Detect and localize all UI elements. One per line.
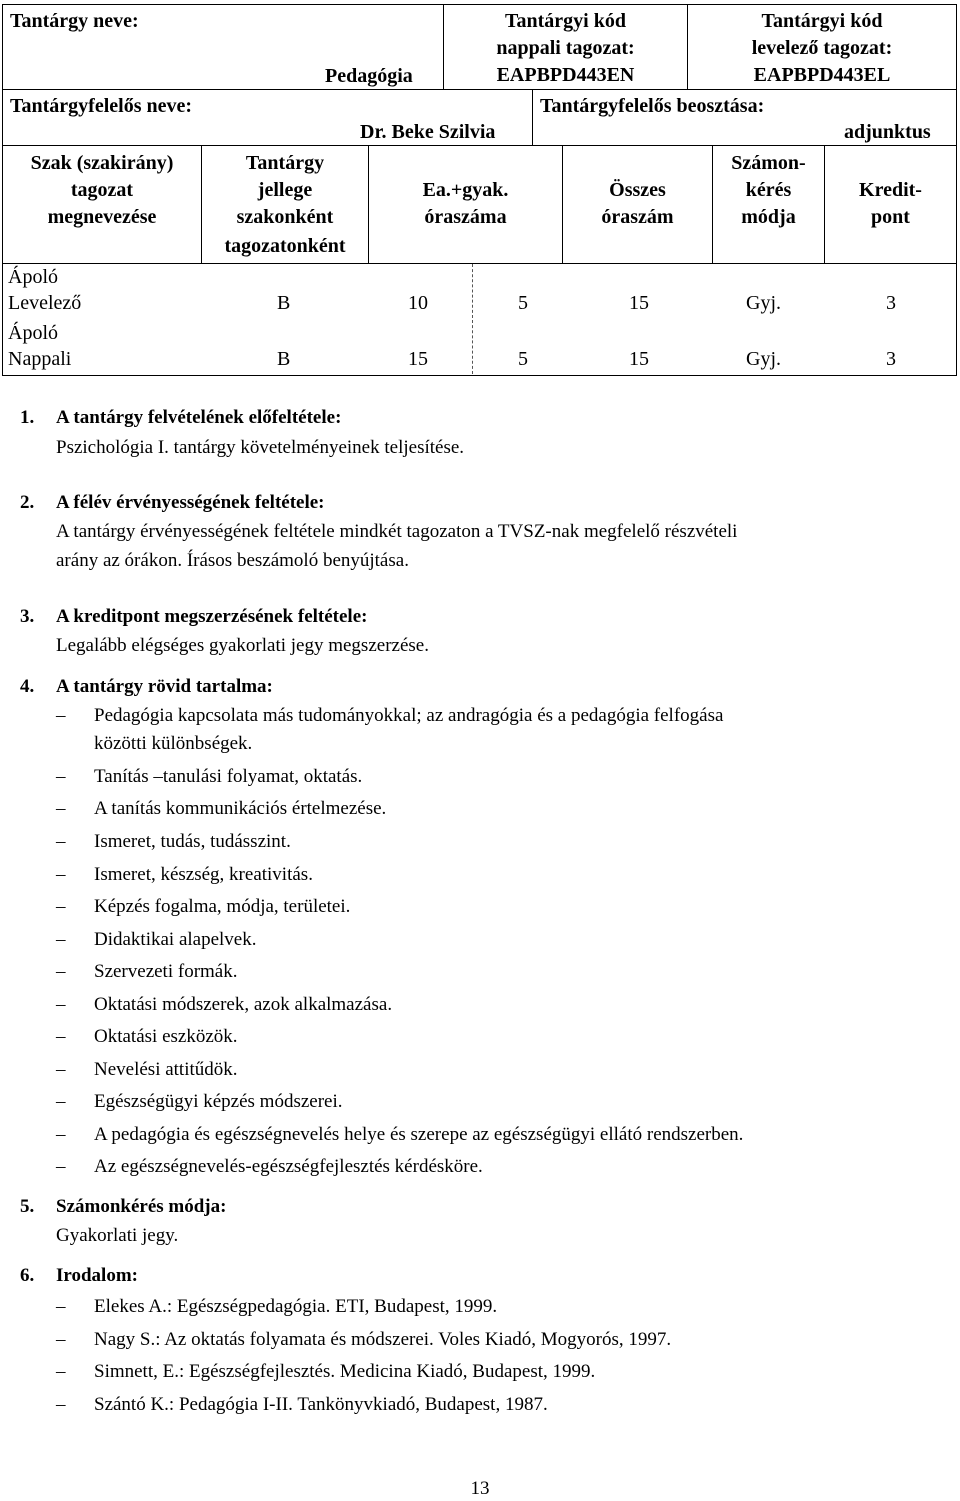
- content-item: [56, 764, 362, 790]
- position-label: Tantárgyfelelős beosztása:: [540, 95, 765, 117]
- course-name: Pedagógia: [325, 65, 413, 87]
- content-bullet: –: [56, 1124, 66, 1145]
- content-item: [56, 829, 291, 855]
- section-1-text: Pszichológia I. tantárgy követelményeinek teljesítése.: [56, 437, 465, 458]
- row1-jelleg: B: [277, 292, 291, 314]
- col-szamonkeres-2: kérés: [745, 179, 792, 201]
- reference-text: Nagy S.: Az oktatás folyamata és módszerei. Voles Kiadó, Mogyorós, 1997.: [94, 1329, 672, 1350]
- col-jelleg-4: tagozatonként: [224, 235, 346, 257]
- content-item: [56, 992, 392, 1018]
- section-2-heading: [20, 491, 325, 515]
- section-5-title: Számonkérés módja:: [56, 1196, 227, 1217]
- table-row-sep-1: [2, 89, 957, 90]
- content-item: [56, 894, 350, 920]
- section-6-number: 6.: [20, 1265, 35, 1286]
- content-item: [56, 862, 313, 888]
- content-item-text: Ismeret, készség, kreativitás.: [94, 864, 313, 885]
- content-item-text: Egészségügyi képzés módszerei.: [94, 1091, 343, 1112]
- section-3-text: Legalább elégséges gyakorlati jegy megszerzése.: [56, 635, 429, 656]
- row2-szak-2: Nappali: [8, 348, 72, 370]
- section-1-number: 1.: [20, 407, 35, 428]
- content-item-text: Az egészségnevelés-egészségfejlesztés kérdésköre.: [94, 1156, 483, 1177]
- content-item-text: Nevelési attitűdök.: [94, 1059, 238, 1080]
- section-6-heading: [20, 1264, 138, 1288]
- section-2-title: A félév érvényességének feltétele:: [56, 492, 325, 513]
- table-border-top: [2, 4, 957, 5]
- col-osszes-2: óraszám: [601, 206, 674, 228]
- section-4-title: A tantárgy rövid tartalma:: [56, 676, 273, 697]
- row2-ea: 15: [408, 348, 428, 370]
- row1-kredit: 3: [886, 292, 896, 314]
- reference-bullet: –: [56, 1329, 66, 1350]
- col-ea-1: Ea.+gyak.: [422, 179, 509, 201]
- content-item: [56, 1154, 483, 1180]
- content-bullet: –: [56, 798, 66, 819]
- section-4-heading: [20, 675, 273, 699]
- row2-jelleg: B: [277, 348, 291, 370]
- content-item-text: Szervezeti formák.: [94, 961, 238, 982]
- section-5-number: 5.: [20, 1196, 35, 1217]
- col-jelleg-3: szakonként: [236, 206, 334, 228]
- content-bullet: –: [56, 705, 66, 726]
- content-item-text: Ismeret, tudás, tudásszint.: [94, 831, 291, 852]
- section-3-title: A kreditpont megszerzésének feltétele:: [56, 606, 368, 627]
- col-szak-1: Szak (szakirány): [30, 152, 174, 174]
- content-item: [56, 927, 257, 953]
- content-item: [56, 1057, 238, 1083]
- table-row-sep-3: [2, 263, 957, 264]
- responsible-name: Dr. Beke Szilvia: [360, 121, 496, 143]
- row1-szak-2: Levelező: [8, 292, 82, 314]
- section-3-heading: [20, 605, 367, 629]
- table-border-right: [956, 4, 957, 376]
- col-szak-2: tagozat: [70, 179, 134, 201]
- code-corr-label-2: levelező tagozat:: [751, 37, 893, 59]
- reference-item: [56, 1327, 671, 1353]
- row1-szak-1: Ápoló: [8, 266, 58, 288]
- col-jelleg-1: Tantárgy: [245, 152, 325, 174]
- table-vsep-r2: [532, 89, 533, 145]
- content-item-text: A pedagógia és egészségnevelés helye és szerepe az egészségügyi ellátó rendszerben.: [94, 1124, 744, 1145]
- content-bullet: –: [56, 961, 66, 982]
- section-2-line-1: A tantárgy érvényességének feltétele mindkét tagozaton a TVSZ-nak megfelelő részvételi: [56, 521, 738, 542]
- reference-text: Szántó K.: Pedagógia I-II. Tankönyvkiadó, Budapest, 1987.: [94, 1394, 548, 1415]
- section-1-title: A tantárgy felvételének előfeltétele:: [56, 407, 342, 428]
- content-item-text: Oktatási módszerek, azok alkalmazása.: [94, 994, 393, 1015]
- content-item: [56, 703, 723, 729]
- table-dashed-sep: [472, 264, 473, 374]
- content-bullet: –: [56, 929, 66, 950]
- row1-mod: Gyj.: [746, 292, 781, 314]
- code-corr-label-1: Tantárgyi kód: [761, 10, 883, 32]
- code-corr: EAPBPD443EL: [753, 64, 891, 86]
- content-item: [56, 959, 237, 985]
- section-2-line-2: arány az órákon. Írásos beszámoló benyújtása.: [56, 550, 409, 571]
- col-ea-2: óraszáma: [424, 206, 507, 228]
- row1-gyak: 5: [518, 292, 528, 314]
- table-border-bottom: [2, 375, 957, 376]
- course-name-label: Tantárgy neve:: [10, 10, 139, 32]
- content-bullet: –: [56, 831, 66, 852]
- reference-bullet: –: [56, 1296, 66, 1317]
- code-day: EAPBPD443EN: [496, 64, 635, 86]
- row2-gyak: 5: [518, 348, 528, 370]
- section-5-text: Gyakorlati jegy.: [56, 1225, 179, 1246]
- reference-text: Elekes A.: Egészségpedagógia. ETI, Budapest, 1999.: [94, 1296, 498, 1317]
- row2-mod: Gyj.: [746, 348, 781, 370]
- section-5-heading: [20, 1195, 226, 1219]
- page-number: 13: [470, 1478, 490, 1499]
- content-item: [56, 796, 386, 822]
- content-bullet: –: [56, 994, 66, 1015]
- row2-szak-1: Ápoló: [8, 322, 58, 344]
- section-6-title: Irodalom:: [56, 1265, 138, 1286]
- content-item-text: Tanítás –tanulási folyamat, oktatás.: [94, 766, 363, 787]
- content-bullet: –: [56, 1059, 66, 1080]
- reference-item: [56, 1359, 595, 1385]
- content-bullet: –: [56, 1026, 66, 1047]
- content-item: [56, 1122, 743, 1148]
- col-szak-3: megnevezése: [47, 206, 157, 228]
- content-bullet: –: [56, 766, 66, 787]
- col-szamonkeres-3: módja: [741, 206, 796, 228]
- content-item-text: Pedagógia kapcsolata más tudományokkal; az andragógia és a pedagógia felfogása: [94, 705, 724, 726]
- row2-kredit: 3: [886, 348, 896, 370]
- content-bullet: –: [56, 864, 66, 885]
- col-kredit-1: Kredit-: [859, 179, 922, 201]
- col-jelleg-2: jellege: [257, 179, 313, 201]
- row1-ea: 10: [408, 292, 428, 314]
- section-4-number: 4.: [20, 676, 35, 697]
- content-item-continuation: [56, 731, 252, 757]
- content-bullet: –: [56, 1156, 66, 1177]
- section-1-heading: [20, 406, 341, 430]
- content-bullet: –: [56, 1091, 66, 1112]
- position: adjunktus: [844, 121, 931, 143]
- content-item-text: Oktatási eszközök.: [94, 1026, 238, 1047]
- content-item-text: Képzés fogalma, módja, területei.: [94, 896, 351, 917]
- code-day-label-1: Tantárgyi kód: [505, 10, 626, 32]
- row1-osszes: 15: [629, 292, 649, 314]
- section-3-number: 3.: [20, 606, 35, 627]
- content-item: [56, 1024, 238, 1050]
- row2-osszes: 15: [629, 348, 649, 370]
- col-kredit-2: pont: [871, 206, 910, 228]
- content-item-text: A tanítás kommunikációs értelmezése.: [94, 798, 387, 819]
- section-2-number: 2.: [20, 492, 35, 513]
- reference-item: [56, 1294, 497, 1320]
- reference-bullet: –: [56, 1394, 66, 1415]
- reference-item: [56, 1392, 548, 1418]
- content-item: [56, 1089, 343, 1115]
- col-szamonkeres-1: Számon-: [731, 152, 806, 174]
- code-day-label-2: nappali tagozat:: [496, 37, 635, 59]
- col-osszes-1: Összes: [609, 179, 666, 201]
- responsible-label: Tantárgyfelelős neve:: [10, 95, 193, 117]
- reference-text: Simnett, E.: Egészségfejlesztés. Medicina Kiadó, Budapest, 1999.: [94, 1361, 596, 1382]
- content-item-cont-text: közötti különbségek.: [94, 733, 253, 754]
- table-row-sep-2: [2, 145, 957, 146]
- content-item-text: Didaktikai alapelvek.: [94, 929, 257, 950]
- reference-bullet: –: [56, 1361, 66, 1382]
- content-bullet: –: [56, 896, 66, 917]
